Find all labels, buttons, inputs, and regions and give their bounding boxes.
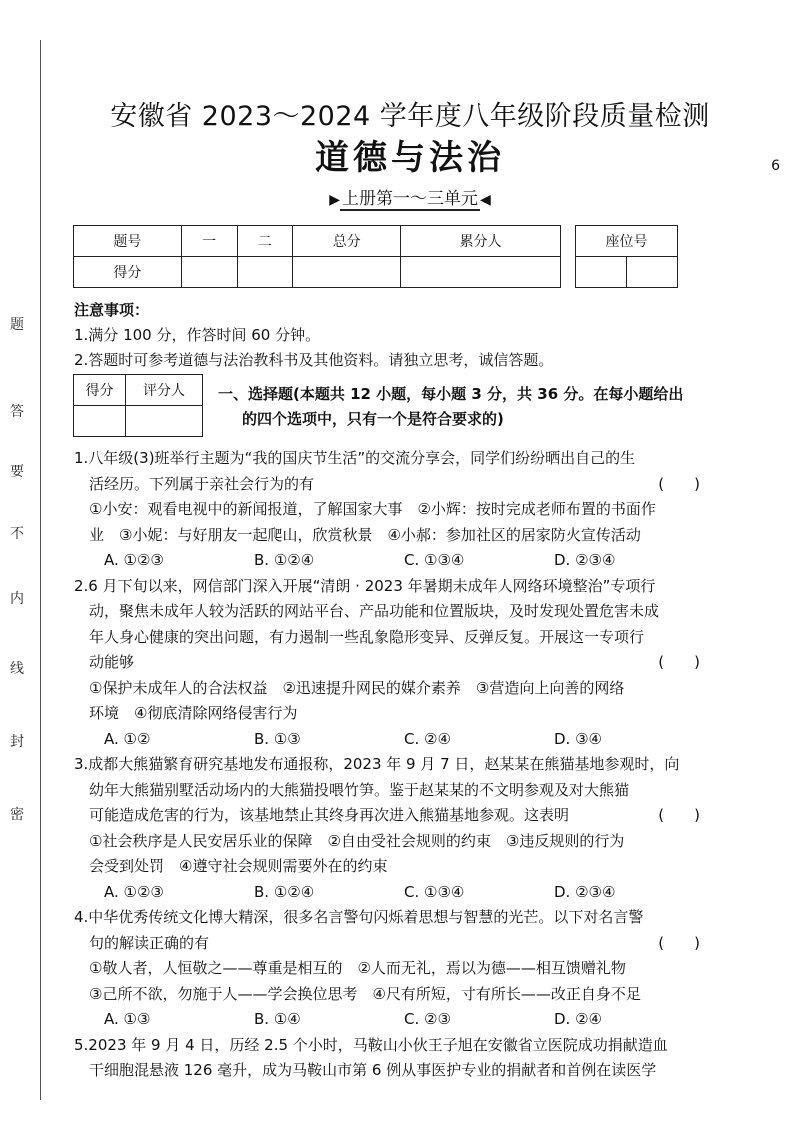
option-a[interactable]: A. ①②③ xyxy=(104,551,164,569)
section-heading-line: 一、选择题(本题共 12 小题，每小题 3 分，共 36 分。在每小题给出 xyxy=(218,385,684,403)
question-item-line: 环境 ④彻底清除网络侵害行为 xyxy=(89,704,298,722)
section-heading-line: 的四个选项中，只有一个是符合要求的) xyxy=(242,410,504,428)
score-header-cell: 二 xyxy=(237,226,293,257)
question-stem-line: 可能造成危害的行为，该基地禁止其终身再次进入熊猫基地参观。这表明 xyxy=(89,806,570,824)
question-stem-line: 句的解读正确的有 xyxy=(89,933,210,952)
option-b[interactable]: B. ①②④ xyxy=(254,882,315,901)
answer-bracket[interactable]: ( ) xyxy=(658,653,700,671)
option-b[interactable]: B. ①③ xyxy=(254,729,301,748)
option-d[interactable]: D. ②③④ xyxy=(554,551,616,569)
question-stem-line: 3.成都大熊猫繁育研究基地发布通报称，2023 年 9 月 7 日，赵某某在熊猫基地参观时，向 xyxy=(74,755,680,773)
question-stem-line: 动，聚焦未成年人较为活跃的网站平台、产品功能和位置版块，及时发现处置危害未成 xyxy=(89,602,660,620)
score-header-cell: 总分 xyxy=(293,226,401,257)
grader-name-label: 评分人 xyxy=(125,375,202,406)
question-2 xyxy=(74,574,706,753)
score-entry-cell[interactable] xyxy=(181,257,237,288)
question-stem-line: 1.八年级(3)班举行主题为“我的国庆节生活”的交流分享会，同学们纷纷晒出自己的生 xyxy=(74,449,636,467)
question-list xyxy=(74,446,706,1084)
right-triangle-icon: ▶ xyxy=(329,192,340,208)
seat-entry-cell[interactable] xyxy=(627,257,678,288)
option-d[interactable]: D. ②④ xyxy=(554,1010,602,1028)
option-a[interactable]: A. ①③ xyxy=(104,1010,151,1028)
notes-item: 2.答题时可参考道德与法治教科书及其他资料。请独立思考，诚信答题。 xyxy=(74,351,554,369)
notes-section xyxy=(74,298,754,373)
question-stem-line: 年人身心健康的突出问题，有力遏制一些乱象隐形变异、反弹反复。开展这一专项行 xyxy=(89,627,645,646)
question-stem-line: 动能够 xyxy=(89,653,135,671)
notes-title: 注意事项： xyxy=(74,301,150,319)
score-header-cell: 累分人 xyxy=(401,226,561,257)
option-a[interactable]: A. ①② xyxy=(104,729,151,748)
answer-bracket[interactable]: ( ) xyxy=(658,933,700,952)
question-4 xyxy=(74,905,706,1033)
question-stem-line: 活经历。下列属于亲社会行为的有 xyxy=(89,474,315,493)
score-entry-cell[interactable] xyxy=(237,257,293,288)
question-item-line: ③己所不欲，勿施于人——学会换位思考 ④尺有所短，寸有所长——改正自身不足 xyxy=(89,984,641,1003)
binding-char: 线 xyxy=(10,661,24,677)
option-row xyxy=(74,727,706,753)
question-stem-line: 4.中华优秀传统文化博大精深，很多名言警句闪烁着思想与智慧的光芒。以下对名言警 xyxy=(74,908,644,926)
option-row xyxy=(74,548,706,574)
notes-item: 1.满分 100 分，作答时间 60 分钟。 xyxy=(74,326,321,344)
score-header-cell: 一 xyxy=(181,226,237,257)
grader-table xyxy=(73,374,203,437)
question-3 xyxy=(74,752,706,905)
score-row-label: 得分 xyxy=(74,257,182,288)
seat-entry-cell[interactable] xyxy=(576,257,627,288)
section-heading xyxy=(218,382,718,432)
scope-banner xyxy=(60,184,760,209)
question-stem-line: 幼年大熊猫别墅活动场内的大熊猫投喂竹笋。鉴于赵某某的不文明参观及对大熊猫 xyxy=(89,780,630,799)
binding-char: 要 xyxy=(10,464,24,480)
binding-char: 答 xyxy=(10,404,24,420)
score-entry-cell[interactable] xyxy=(401,257,561,288)
question-item-line: 业 ③小妮：与好朋友一起爬山，欣赏秋景 ④小郝：参加社区的居家防火宣传活动 xyxy=(89,525,641,544)
question-stem-line: 干细胞混悬液 126 毫升，成为马鞍山市第 6 例从事医护专业的捐献者和首例在读医学 xyxy=(89,1061,657,1079)
grader-name-cell[interactable] xyxy=(125,406,202,437)
binding-char: 密 xyxy=(10,807,24,823)
option-row xyxy=(74,880,706,906)
question-item-line: ①保护未成年人的合法权益 ②迅速提升网民的媒介素养 ③营造向上向善的网络 xyxy=(89,678,625,697)
score-entry-cell[interactable] xyxy=(293,257,401,288)
left-triangle-icon: ◀ xyxy=(480,192,491,208)
binding-char: 内 xyxy=(10,591,24,607)
option-a[interactable]: A. ①②③ xyxy=(104,882,164,901)
option-row xyxy=(74,1007,706,1033)
grader-score-cell[interactable] xyxy=(74,406,126,437)
question-5 xyxy=(74,1033,706,1084)
score-header-cell: 题号 xyxy=(74,226,182,257)
subject-title: 道德与法治 xyxy=(315,138,505,178)
option-c[interactable]: C. ②③ xyxy=(404,1010,451,1028)
option-b[interactable]: B. ①④ xyxy=(254,1010,301,1028)
binding-line xyxy=(40,40,41,1100)
scope-text: 上册第一～三单元 xyxy=(342,189,478,209)
binding-char: 题 xyxy=(10,317,24,333)
seat-label: 座位号 xyxy=(576,226,678,257)
page-number: 6 xyxy=(771,158,780,174)
seat-table xyxy=(575,225,678,288)
score-table xyxy=(73,225,561,288)
question-item-line: ①小安：观看电视中的新闻报道，了解国家大事 ②小辉：按时完成老师布置的书面作 xyxy=(89,500,656,518)
option-c[interactable]: C. ②④ xyxy=(404,729,451,748)
option-d[interactable]: D. ③④ xyxy=(554,729,602,748)
question-item-line: 会受到处罚 ④遵守社会规则需要外在的约束 xyxy=(89,857,388,875)
question-item-line: ①敬人者，人恒敬之——尊重是相互的 ②人而无礼，焉以为德——相互馈赠礼物 xyxy=(89,959,626,977)
question-1 xyxy=(74,446,706,574)
question-stem-line: 5.2023 年 9 月 4 日，历经 2.5 个小时，马鞍山小伙王子旭在安徽省立医院成功捐献造血 xyxy=(74,1035,668,1054)
answer-bracket[interactable]: ( ) xyxy=(658,806,700,824)
option-d[interactable]: D. ②③④ xyxy=(554,882,616,901)
option-b[interactable]: B. ①②④ xyxy=(254,551,315,569)
option-c[interactable]: C. ①③④ xyxy=(404,551,465,569)
grader-score-label: 得分 xyxy=(74,375,126,406)
option-c[interactable]: C. ①③④ xyxy=(404,882,465,901)
question-stem-line: 2.6 月下旬以来，网信部门深入开展“清朗 · 2023 年暑期未成年人网络环境整治”专项行 xyxy=(74,576,656,595)
question-item-line: ①社会秩序是人民安居乐业的保障 ②自由受社会规则的约束 ③违反规则的行为 xyxy=(89,831,625,850)
exam-title: 安徽省 2023～2024 学年度八年级阶段质量检测 xyxy=(110,101,710,132)
binding-char: 不 xyxy=(10,526,24,542)
binding-char: 封 xyxy=(10,734,24,750)
answer-bracket[interactable]: ( ) xyxy=(658,474,700,493)
